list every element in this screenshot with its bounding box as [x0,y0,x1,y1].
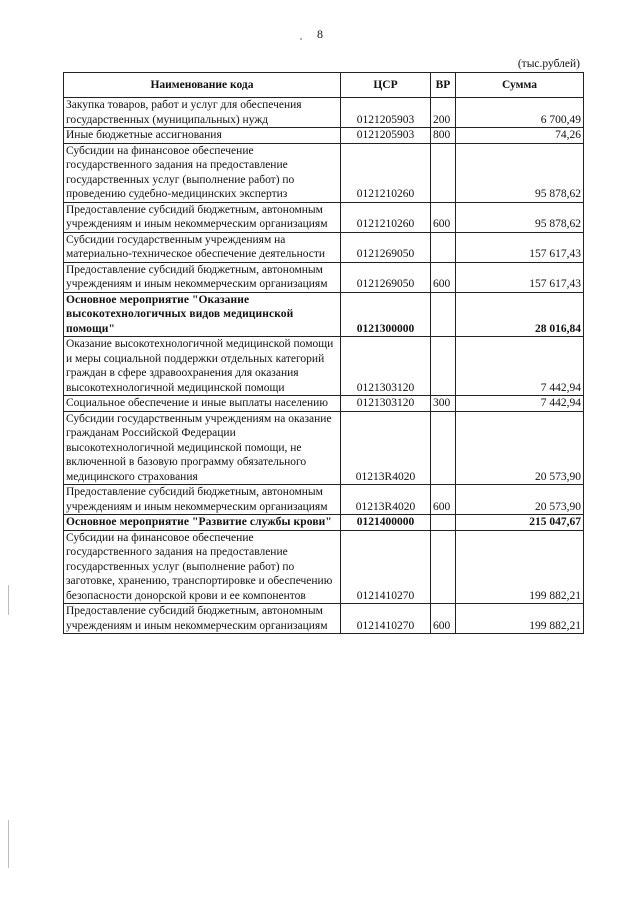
header-vr: ВР [431,73,456,98]
cell-sum: 157 617,43 [456,232,584,262]
table-row [64,530,584,604]
cell-sum: 6 700,49 [456,98,584,128]
cell-name: Предоставление субсидий бюджетным, автономным учреждениям и иным некоммерческим организациям [64,202,341,232]
table-row [64,604,584,634]
cell-vr: 600 [431,262,456,292]
cell-name: Субсидии государственным учреждениям на оказание гражданам Российской Федерации высокотехнологичной медицинской помощи, не включенной в базовую программу обязательного медицинского страхования [64,411,341,485]
cell-csr: 0121303120 [341,337,431,396]
table-row [64,396,584,412]
cell-sum: 199 882,21 [456,530,584,604]
table-row [64,202,584,232]
cell-name: Субсидии на финансовое обеспечение государственного задания на предоставление государственных услуг (выполнение работ) по заготовке, хранению, транспортировке и обеспечению безопасности донорской крови и ее компонентов [64,530,341,604]
cell-csr: 0121300000 [341,292,431,337]
cell-sum: 95 878,62 [456,143,584,202]
units-label: (тыс.рублей) [517,58,580,70]
table-row [64,485,584,515]
table-row [64,411,584,485]
cell-vr: 600 [431,485,456,515]
table-row [64,292,584,337]
cell-sum: 95 878,62 [456,202,584,232]
table-row [64,232,584,262]
cell-vr: 200 [431,98,456,128]
cell-name: Основное мероприятие "Развитие службы крови" [64,515,341,531]
cell-vr [431,411,456,485]
cell-vr: 300 [431,396,456,412]
table-header-row [64,73,584,98]
cell-vr [431,530,456,604]
cell-name: Предоставление субсидий бюджетным, автономным учреждениям и иным некоммерческим организациям [64,485,341,515]
header-sum: Сумма [456,73,584,98]
table-row [64,337,584,396]
scan-speck [300,38,302,40]
cell-name: Иные бюджетные ассигнования [64,128,341,144]
cell-name: Основное мероприятие "Оказание высокотехнологичных видов медицинской помощи" [64,292,341,337]
cell-name: Оказание высокотехнологичной медицинской помощи и меры социальной поддержки отдельных категорий граждан в сфере здравоохранения для оказания высокотехнологичной медицинской помощи [64,337,341,396]
cell-sum: 199 882,21 [456,604,584,634]
header-csr: ЦСР [341,73,431,98]
cell-csr: 01213R4020 [341,485,431,515]
cell-sum: 28 016,84 [456,292,584,337]
cell-csr: 0121269050 [341,262,431,292]
cell-sum: 7 442,94 [456,337,584,396]
budget-table [63,72,584,634]
table-row [64,143,584,202]
table-row [64,515,584,531]
cell-sum: 20 573,90 [456,485,584,515]
cell-vr [431,143,456,202]
cell-vr [431,515,456,531]
cell-vr: 600 [431,202,456,232]
cell-vr [431,337,456,396]
cell-csr: 0121400000 [341,515,431,531]
header-name: Наименование кода [64,73,341,98]
cell-sum: 215 047,67 [456,515,584,531]
scan-artifact [8,585,9,615]
page-number: 8 [317,27,323,41]
cell-name: Закупка товаров, работ и услуг для обеспечения государственных (муниципальных) нужд [64,98,341,128]
cell-csr: 0121205903 [341,98,431,128]
cell-name: Предоставление субсидий бюджетным, автономным учреждениям и иным некоммерческим организациям [64,604,341,634]
cell-vr: 600 [431,604,456,634]
cell-sum: 74,26 [456,128,584,144]
cell-vr [431,232,456,262]
table-row [64,262,584,292]
cell-name: Предоставление субсидий бюджетным, автономным учреждениям и иным некоммерческим организациям [64,262,341,292]
cell-csr: 0121303120 [341,396,431,412]
cell-csr: 0121210260 [341,143,431,202]
cell-csr: 0121269050 [341,232,431,262]
cell-name: Социальное обеспечение и иные выплаты населению [64,396,341,412]
cell-sum: 157 617,43 [456,262,584,292]
cell-csr: 01213R4020 [341,411,431,485]
cell-sum: 7 442,94 [456,396,584,412]
table-row [64,128,584,144]
cell-csr: 0121205903 [341,128,431,144]
table-row [64,98,584,128]
scan-artifact [8,820,9,868]
cell-name: Субсидии на финансовое обеспечение государственного задания на предоставление государственных услуг (выполнение работ) по проведению судебно-медицинских экспертиз [64,143,341,202]
cell-vr [431,292,456,337]
cell-sum: 20 573,90 [456,411,584,485]
cell-csr: 0121410270 [341,530,431,604]
cell-vr: 800 [431,128,456,144]
cell-csr: 0121410270 [341,604,431,634]
cell-csr: 0121210260 [341,202,431,232]
table-body [64,98,584,634]
cell-name: Субсидии государственным учреждениям на материально-техническое обеспечение деятельности [64,232,341,262]
